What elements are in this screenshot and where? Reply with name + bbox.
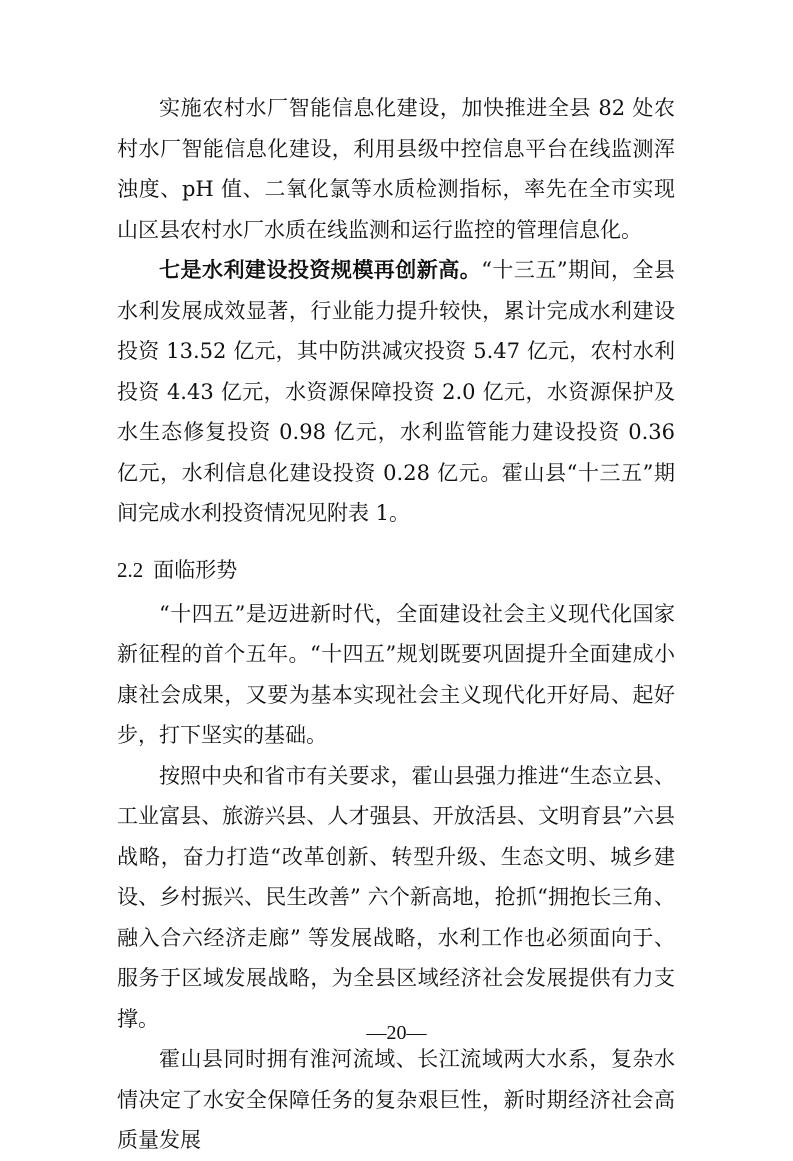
paragraph-rural-water-plants: 实施农村水厂智能信息化建设，加快推进全县 82 处农村水厂智能信息化建设，利用县级中控信息平台在线监测浑浊度、pH 值、二氧化氯等水质检测指标，率先在全市实现山区县农村水厂水质在线监测和运行监控的管理信息化。 <box>117 96 675 242</box>
page-number: —20— <box>366 1022 427 1044</box>
paragraph-lead-bold: 七是水利建设投资规模再创新高。 <box>159 258 482 282</box>
document-body <box>117 88 675 1161</box>
section-heading <box>117 556 675 584</box>
paragraph-strategy: 按照中央和省市有关要求，霍山县强力推进“生态立县、工业富县、旅游兴县、人才强县、开放活县、文明育县”六县战略，奋力打造“改革创新、转型升级、生态文明、城乡建设、乡村振兴、民生改善” 六个新高地，抢抓“拥抱长三角、融入合六经济走廊” 等发展战略，水利工作也必须面向于、服务于区域发展战略，为全县区域经济社会发展提供有力支撑。 <box>117 763 675 1031</box>
paragraph-investment <box>117 250 675 534</box>
section-title: 面临形势 <box>153 557 238 582</box>
section-number: 2.2 <box>117 557 144 582</box>
paragraph-water-systems: 霍山县同时拥有淮河流域、长江流域两大水系，复杂水情决定了水安全保障任务的复杂艰巨性，新时期经济社会高质量发展 <box>117 1047 675 1152</box>
paragraph-investment-text: “十三五”期间，全县水利发展成效显著，行业能力提升较快，累计完成水利建设投资 13.52 亿元，其中防洪减灾投资 5.47 亿元，农村水利投资 4.43 亿元，水资源保障投资 2.0 亿元，水资源保护及水生态修复投资 0.98 亿元，水利监管能力建设投资 0.36 亿元，水利信息化建设投资 0.28 亿元。霍山县“十三五”期间完成水利投资情况见附表 1。 <box>117 258 675 525</box>
paragraph-14th-plan: “十四五”是迈进新时代，全面建设社会主义现代化国家新征程的首个五年。“十四五”规划既要巩固提升全面建成小康社会成果，又要为基本实现社会主义现代化开好局、起好步，打下坚实的基础。 <box>117 601 675 747</box>
